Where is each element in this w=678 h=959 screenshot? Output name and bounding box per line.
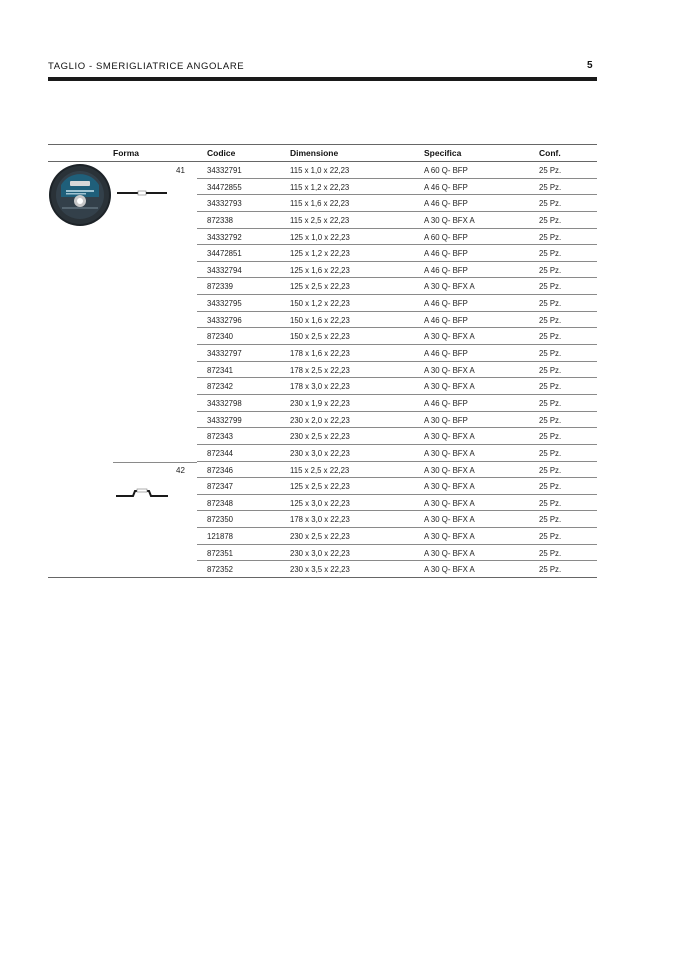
product-pack-quantity: 25 Pz.: [539, 498, 562, 508]
page-number: 5: [587, 60, 593, 71]
product-dimension: 230 x 3,0 x 22,23: [290, 448, 350, 458]
product-dimension: 125 x 1,0 x 22,23: [290, 232, 350, 242]
product-spec: A 30 Q- BFX A: [424, 532, 475, 542]
table-row: [0, 395, 678, 412]
form-number-41: 41: [176, 166, 185, 175]
product-dimension: 178 x 3,0 x 22,23: [290, 515, 350, 525]
product-dimension: 115 x 2,5 x 22,23: [290, 215, 350, 225]
table-row: [0, 328, 678, 345]
product-code: 34472851: [207, 249, 242, 259]
table-row: [0, 561, 678, 578]
product-code: 872341: [207, 365, 234, 375]
product-code: 34332798: [207, 398, 242, 408]
product-code: 34332794: [207, 265, 242, 275]
product-code: 34332796: [207, 315, 242, 325]
product-spec: A 30 Q- BFX A: [424, 215, 475, 225]
table-row: [0, 495, 678, 512]
product-dimension: 178 x 1,6 x 22,23: [290, 349, 350, 359]
product-pack-quantity: 25 Pz.: [539, 299, 562, 309]
product-spec: A 30 Q- BFX A: [424, 465, 475, 475]
product-spec: A 60 Q- BFP: [424, 166, 468, 175]
product-dimension: 150 x 1,2 x 22,23: [290, 299, 350, 309]
product-pack-quantity: 25 Pz.: [539, 215, 562, 225]
product-dimension: 230 x 1,9 x 22,23: [290, 398, 350, 408]
product-code: 34472855: [207, 182, 242, 192]
product-spec: A 30 Q- BFX A: [424, 448, 475, 458]
header-rule: [48, 77, 597, 81]
product-code: 872344: [207, 448, 234, 458]
product-dimension: 125 x 1,6 x 22,23: [290, 265, 350, 275]
product-pack-quantity: 25 Pz.: [539, 415, 562, 425]
table-row: [0, 295, 678, 312]
product-spec: A 30 Q- BFX A: [424, 432, 475, 442]
product-dimension: 178 x 2,5 x 22,23: [290, 365, 350, 375]
product-dimension: 115 x 1,0 x 22,23: [290, 166, 350, 175]
product-code: 872340: [207, 332, 234, 342]
product-code: 872343: [207, 432, 234, 442]
table-row: [0, 245, 678, 262]
product-dimension: 230 x 2,5 x 22,23: [290, 532, 350, 542]
table-row: [0, 162, 678, 179]
product-dimension: 125 x 2,5 x 22,23: [290, 282, 350, 292]
table-row: [0, 545, 678, 562]
product-pack-quantity: 25 Pz.: [539, 282, 562, 292]
product-spec: A 30 Q- BFX A: [424, 282, 475, 292]
product-code: 34332791: [207, 166, 242, 175]
table-row: [0, 412, 678, 429]
product-spec: A 46 Q- BFP: [424, 315, 468, 325]
product-spec: A 30 Q- BFX A: [424, 565, 475, 575]
product-spec: A 46 Q- BFP: [424, 299, 468, 309]
product-spec: A 30 Q- BFX A: [424, 332, 475, 342]
column-header-forma: Forma: [113, 148, 139, 158]
product-dimension: 115 x 2,5 x 22,23: [290, 465, 350, 475]
product-spec: A 30 Q- BFX A: [424, 548, 475, 558]
column-header-dimensione: Dimensione: [290, 148, 339, 158]
product-pack-quantity: 25 Pz.: [539, 465, 562, 475]
table-row: [0, 312, 678, 329]
table-row: [0, 462, 678, 479]
product-dimension: 230 x 2,0 x 22,23: [290, 415, 350, 425]
product-code: 872348: [207, 498, 234, 508]
table-row: [0, 179, 678, 196]
product-spec: A 46 Q- BFP: [424, 349, 468, 359]
product-dimension: 150 x 2,5 x 22,23: [290, 332, 350, 342]
table-row: [0, 445, 678, 462]
product-spec: A 30 Q- BFX A: [424, 515, 475, 525]
product-dimension: 150 x 1,6 x 22,23: [290, 315, 350, 325]
table-row: [0, 428, 678, 445]
product-code: 872346: [207, 465, 234, 475]
product-pack-quantity: 25 Pz.: [539, 382, 562, 392]
page-header-title: TAGLIO - SMERIGLIATRICE ANGOLARE: [48, 61, 245, 72]
product-spec: A 30 Q- BFP: [424, 415, 468, 425]
product-spec: A 30 Q- BFX A: [424, 498, 475, 508]
product-code: 34332793: [207, 199, 242, 209]
column-header-specifica: Specifica: [424, 148, 462, 158]
product-pack-quantity: 25 Pz.: [539, 365, 562, 375]
product-pack-quantity: 25 Pz.: [539, 199, 562, 209]
product-code: 872351: [207, 548, 234, 558]
table-row: [0, 195, 678, 212]
table-row: [0, 362, 678, 379]
product-pack-quantity: 25 Pz.: [539, 448, 562, 458]
product-dimension: 115 x 1,2 x 22,23: [290, 182, 350, 192]
product-dimension: 178 x 3,0 x 22,23: [290, 382, 350, 392]
product-code: 872347: [207, 482, 234, 492]
product-pack-quantity: 25 Pz.: [539, 432, 562, 442]
product-pack-quantity: 25 Pz.: [539, 249, 562, 259]
product-spec: A 60 Q- BFP: [424, 232, 468, 242]
product-pack-quantity: 25 Pz.: [539, 315, 562, 325]
product-code: 872350: [207, 515, 234, 525]
product-code: 34332795: [207, 299, 242, 309]
product-pack-quantity: 25 Pz.: [539, 515, 562, 525]
product-spec: A 30 Q- BFX A: [424, 365, 475, 375]
product-pack-quantity: 25 Pz.: [539, 565, 562, 575]
product-pack-quantity: 25 Pz.: [539, 332, 562, 342]
product-pack-quantity: 25 Pz.: [539, 232, 562, 242]
table-row: [0, 212, 678, 229]
product-spec: A 46 Q- BFP: [424, 249, 468, 259]
product-dimension: 230 x 3,0 x 22,23: [290, 548, 350, 558]
product-dimension: 230 x 3,5 x 22,23: [290, 565, 350, 575]
table-row: [0, 278, 678, 295]
product-pack-quantity: 25 Pz.: [539, 398, 562, 408]
table-row: [0, 262, 678, 279]
product-spec: A 46 Q- BFP: [424, 398, 468, 408]
product-spec: A 46 Q- BFP: [424, 265, 468, 275]
form-number-42: 42: [176, 466, 185, 475]
product-spec: A 46 Q- BFP: [424, 182, 468, 192]
product-code: 121878: [207, 532, 234, 542]
column-header-codice: Codice: [207, 148, 236, 158]
product-pack-quantity: 25 Pz.: [539, 265, 562, 275]
table-bottom-rule: [48, 577, 597, 578]
product-code: 872339: [207, 282, 234, 292]
product-pack-quantity: 25 Pz.: [539, 482, 562, 492]
product-pack-quantity: 25 Pz.: [539, 349, 562, 359]
product-spec: A 30 Q- BFX A: [424, 482, 475, 492]
product-dimension: 115 x 1,6 x 22,23: [290, 199, 350, 209]
product-dimension: 125 x 3,0 x 22,23: [290, 498, 350, 508]
product-code: 34332797: [207, 349, 242, 359]
product-dimension: 230 x 2,5 x 22,23: [290, 432, 350, 442]
table-row: [0, 378, 678, 395]
product-pack-quantity: 25 Pz.: [539, 166, 562, 175]
product-dimension: 125 x 2,5 x 22,23: [290, 482, 350, 492]
product-dimension: 125 x 1,2 x 22,23: [290, 249, 350, 259]
product-pack-quantity: 25 Pz.: [539, 548, 562, 558]
product-pack-quantity: 25 Pz.: [539, 182, 562, 192]
table-row: [0, 528, 678, 545]
product-spec: A 30 Q- BFX A: [424, 382, 475, 392]
product-table-body: [0, 162, 678, 578]
column-header-conf: Conf.: [539, 148, 561, 158]
table-row: [0, 229, 678, 246]
product-pack-quantity: 25 Pz.: [539, 532, 562, 542]
product-code: 872352: [207, 565, 234, 575]
product-code: 872338: [207, 215, 234, 225]
product-code: 872342: [207, 382, 234, 392]
table-row: [0, 478, 678, 495]
table-row: [0, 345, 678, 362]
table-row: [0, 511, 678, 528]
product-code: 34332792: [207, 232, 242, 242]
table-top-rule: [48, 144, 597, 145]
product-spec: A 46 Q- BFP: [424, 199, 468, 209]
product-code: 34332799: [207, 415, 242, 425]
